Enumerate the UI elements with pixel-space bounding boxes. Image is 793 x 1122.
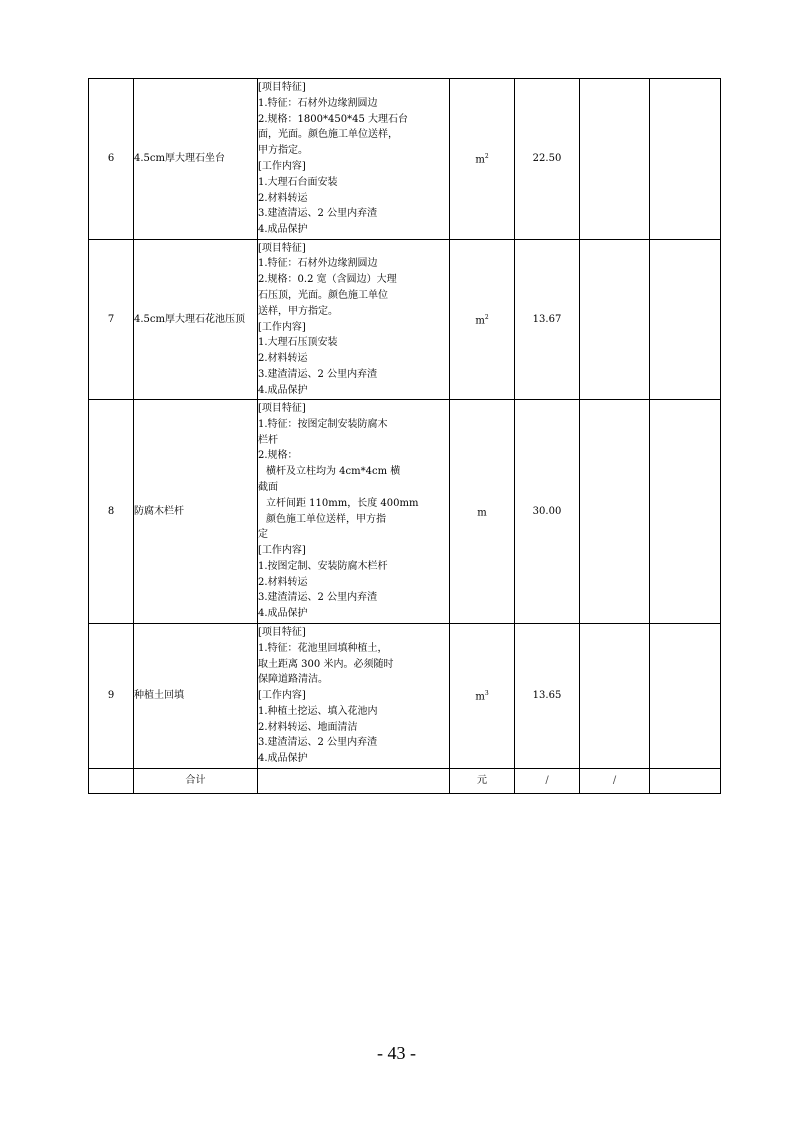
total-slash-1: /: [515, 769, 580, 794]
feature-line: [工作内容]: [258, 690, 306, 702]
item-name: 防腐木栏杆: [134, 400, 258, 624]
item-features: [258, 240, 450, 400]
table-row: [89, 240, 721, 400]
feature-line: 2.规格：0.2 宽（含圆边）大理: [258, 274, 397, 286]
feature-line: 2.材料转运、地面清洁: [258, 721, 358, 733]
item-name: 4.5cm厚大理石花池压顶: [134, 240, 258, 400]
feature-line: 甲方指定。: [258, 145, 308, 157]
item-number: 7: [89, 240, 134, 400]
feature-line: [工作内容]: [258, 321, 306, 333]
feature-line: 4.成品保护: [258, 224, 308, 236]
item-unit: [450, 240, 515, 400]
feature-line: 2.材料转运: [258, 576, 308, 588]
unit-base: m: [477, 507, 487, 519]
feature-line: 2.规格：: [258, 450, 298, 462]
feature-line: [工作内容]: [258, 161, 306, 172]
feature-line: 4.成品保护: [258, 384, 308, 396]
bill-of-quantities-table: [88, 78, 721, 794]
feature-line: [项目特征]: [258, 626, 306, 638]
feature-line: 3.建渣清运、2 公里内弃渣: [258, 592, 378, 604]
feature-line: 1.特征：花池里回填种植土，: [258, 642, 388, 654]
feature-line: 石压顶，光面。颜色施工单位: [258, 289, 388, 301]
unit-base: m: [475, 154, 485, 166]
unit-base: m: [475, 315, 485, 327]
item-name: 4.5cm厚大理石坐台: [134, 79, 258, 240]
item-unit: [450, 79, 515, 240]
feature-line: 1.特征：石材外边缘割圆边: [258, 97, 378, 109]
feature-line: 1.特征：石材外边缘割圆边: [258, 258, 378, 270]
feature-line: 2.规格：1800*450*45 大理石台: [258, 113, 408, 125]
feature-line: 1.按图定制、安装防腐木栏杆: [258, 560, 388, 572]
item-unit: [450, 400, 515, 624]
feature-line: 送样，甲方指定。: [258, 305, 338, 317]
item-features: [258, 624, 450, 769]
table-body: [89, 79, 721, 769]
feature-line: 2.材料转运: [258, 353, 308, 365]
unit-superscript: 2: [484, 153, 489, 161]
feature-line: [项目特征]: [258, 402, 306, 414]
feature-line: 4.成品保护: [258, 608, 308, 620]
amount-cell: [650, 79, 721, 240]
item-number: 6: [89, 79, 134, 240]
total-empty-cell: [650, 769, 721, 794]
item-number: 8: [89, 400, 134, 624]
item-quantity: 13.67: [515, 240, 580, 400]
total-feature-cell: [258, 769, 450, 794]
item-unit: [450, 624, 515, 769]
feature-line: [项目特征]: [258, 82, 306, 94]
unit-price-cell: [580, 400, 650, 624]
amount-cell: [650, 240, 721, 400]
table-row: [89, 400, 721, 624]
item-quantity: 13.65: [515, 624, 580, 769]
amount-cell: [650, 400, 721, 624]
feature-line: 4.成品保护: [258, 753, 308, 765]
item-quantity: 22.50: [515, 79, 580, 240]
unit-superscript: 2: [484, 313, 489, 321]
total-row: [89, 769, 721, 794]
feature-line: [项目特征]: [258, 242, 306, 254]
feature-line: 1.特征：按图定制安装防腐木: [258, 418, 388, 430]
feature-line: 取土距离 300 米内。必须随时: [258, 658, 394, 670]
total-label: 合计: [134, 769, 258, 794]
item-features: [258, 400, 450, 624]
feature-line: 2.材料转运: [258, 192, 308, 204]
feature-line: 3.建渣清运、2 公里内弃渣: [258, 208, 378, 220]
unit-price-cell: [580, 624, 650, 769]
feature-line: 定: [258, 529, 268, 541]
feature-line: 1.大理石压顶安装: [258, 337, 338, 349]
feature-line: 立杆间距 110mm，长度 400mm: [266, 497, 419, 509]
feature-line: 3.建渣清运、2 公里内弃渣: [258, 737, 378, 749]
feature-line: [工作内容]: [258, 545, 306, 557]
feature-line: 保障道路清洁。: [258, 674, 328, 686]
feature-line: 1.种植土挖运、填入花池内: [258, 705, 378, 717]
amount-cell: [650, 624, 721, 769]
table-row: [89, 624, 721, 769]
feature-line: 面，光面。颜色施工单位送样，: [258, 129, 398, 141]
feature-line: 截面: [258, 481, 278, 493]
item-name: 种植土回填: [134, 624, 258, 769]
feature-line: 颜色施工单位送样，甲方指: [266, 513, 386, 525]
total-no-cell: [89, 769, 134, 794]
feature-line: 横杆及立柱均为 4cm*4cm 横: [266, 466, 401, 478]
unit-base: m: [475, 691, 485, 703]
page-number: - 43 -: [377, 1043, 416, 1063]
item-quantity: 30.00: [515, 400, 580, 624]
unit-price-cell: [580, 79, 650, 240]
feature-line: 栏杆: [258, 434, 278, 446]
unit-price-cell: [580, 240, 650, 400]
feature-line: 1.大理石台面安装: [258, 176, 338, 188]
feature-line: 3.建渣清运、2 公里内弃渣: [258, 368, 378, 380]
total-slash-2: /: [580, 769, 650, 794]
item-features: [258, 79, 450, 240]
total-unit: 元: [450, 769, 515, 794]
unit-superscript: 3: [484, 690, 489, 698]
table-row: [89, 79, 721, 240]
item-number: 9: [89, 624, 134, 769]
